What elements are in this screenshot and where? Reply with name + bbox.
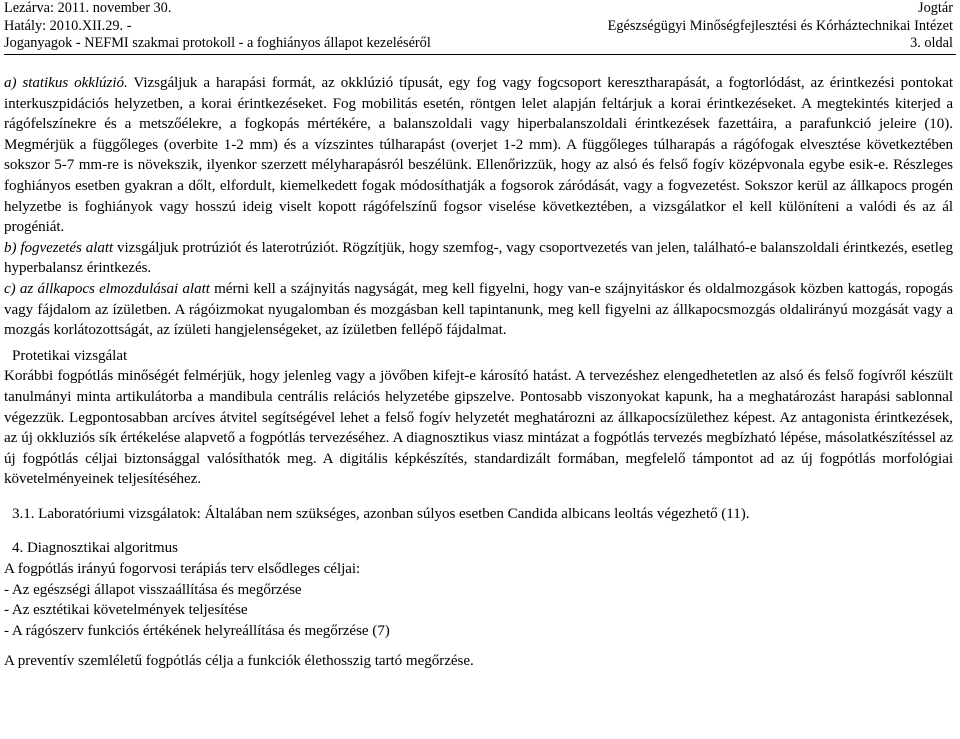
paragraph-jaw-movements [4, 279, 953, 341]
goal-item: - Az egészségi állapot visszaállítása és megőrzése [4, 581, 302, 598]
effective-date: Hatály: 2010.XII.29. - [4, 17, 132, 34]
item-b-text: vizsgáljuk protrúziót és laterotrúziót. Rögzítjük, hogy szemfog-, vagy csoportvezetés van jelen, található-e balanszoldali érintkezés, esetleg hyperbalansz érintkezés. [4, 239, 953, 277]
item-a-label: a) statikus okklúzió. [4, 75, 128, 91]
paragraph-guidance [4, 238, 953, 279]
lab-tests-paragraph: 3.1. Laboratóriumi vizsgálatok: Általában nem szükséges, azonban súlyos esetben Candida albicans leoltás végezhető (11). [12, 505, 750, 522]
document-body [4, 73, 953, 672]
final-paragraph: A preventív szemléletű fogpótlás célja a funkciók élethosszig tartó megőrzése. [4, 653, 474, 670]
goal-item: - Az esztétikai követelmények teljesítése [4, 602, 248, 619]
page-number: 3. oldal [910, 35, 953, 51]
paragraph-static-occlusion [4, 73, 953, 238]
institute-name: Egészségügyi Minőségfejlesztési és Kórháztechnikai Intézet [607, 17, 953, 34]
goal-item: - A rágószerv funkciós értékének helyreállítása és megőrzése (7) [4, 622, 390, 639]
item-c-label: c) az állkapocs elmozdulásai alatt [4, 280, 210, 297]
diagnostic-intro: A fogpótlás irányú fogorvosi terápiás terv elsődleges céljai: [4, 561, 361, 578]
closing-date: Lezárva: 2011. november 30. [4, 0, 172, 16]
publisher-name: Jogtár [918, 0, 953, 16]
page-header [4, 0, 953, 54]
header-divider [4, 54, 956, 55]
diagnostic-heading: 4. Diagnosztikai algoritmus [12, 540, 178, 557]
protetikai-heading: Protetikai vizsgálat [12, 347, 128, 364]
protetikai-paragraph: Korábbi fogpótlás minőségét felmérjük, hogy jelenleg vagy a jövőben kifejt-e károsító hatást. A tervezéshez elengedhetetlen az alsó és felső fogívről készült tanulmányi minta artikulátorba a mandibula centrális relációs helyzetébe gipszelve. Pontosabb viszonyokat kapunk, ha a meghatározást harapási sablonnal végezzük. Legpontosabban arcíves átvitel segítségével lehet a felső fogív helyzetét meghatározni az állkapocsízülethez képest. Az antagonista érintkezések, az új okkluziós sík értékelése alapvető a fogpótlás tervezéséhez. A diagnosztikus viasz mintázat a fogpótlás tervezés megbízható lépése, másolatkészítéssel az új fogpótlás céljai biztonsággal valósíthatók meg. A digitális képkészítés, standardizált formában, megfelelő támpontot ad az új fogpótlás morfológiai követelményeinek teljesítéséhez. [4, 368, 953, 488]
item-b-label: b) fogvezetés alatt [4, 239, 114, 256]
item-c-text: mérni kell a szájnyitás nagyságát, meg kell figyelni, hogy van-e szájnyitáskor és oldalmozgások közben kattogás, ropogás vagy fájdalom az ízületben. A rágóizmokat nyugalomban és mozgásban kell tapintanunk, meg kell figyelni az állkapocsmozgás oldalirányú mozgását vagy a mozgás korlátozottságát, az ízületi hangjelenségeket, az ízületben fellépő fájdalmat. [4, 280, 953, 339]
document-title: Joganyagok - NEFMI szakmai protokoll - a foghiányos állapot kezeléséről [4, 35, 431, 51]
item-a-text: Vizsgáljuk a harapási formát, az okklúzió típusát, egy fog vagy fogcsoport keresztharapását, a fogtorlódást, az érintkezési pontokat interkuszpidációs helyzetben, a korai érintkezéseket. Fog mobilitás esetén, röntgen lelet alapján feltárjuk a korai érintkezéseket. A megtekintés kiterjed a rágófelszínekre és a metszőélekre, a fogkopás mértékére, a balanszoldali vagy hiperbalanszoldali érintkezések fazettáira, a parafunkció jeleire (10). Megmérjük a függőleges (overbite 1-2 mm) és a vízszintes túlharapást (overjet 1-2 mm). A függőleges túlharapás a rágófogak elvesztése következtében sokszor 5-7 mm-re is növekszik, ilyenkor szerzett mélyharapásról beszélünk. Ellenőrizzük, hogy az alsó és felső fogív középvonala egybe esik-e. Részleges foghiányos esetben gyakran a dőlt, elfordult, kiemelkedett fogak módosíthatják a fogsorok záródását, vagy a fogvezetést. Sokszor kerül az állkapocs progén helyzetbe is foghiányok vagy hosszú ideig viselt kopott rágófelszínű fogsor viselése következtében, a vizsgálatkor el kell különíteni a valódi és az ál progéniát. [4, 75, 954, 236]
